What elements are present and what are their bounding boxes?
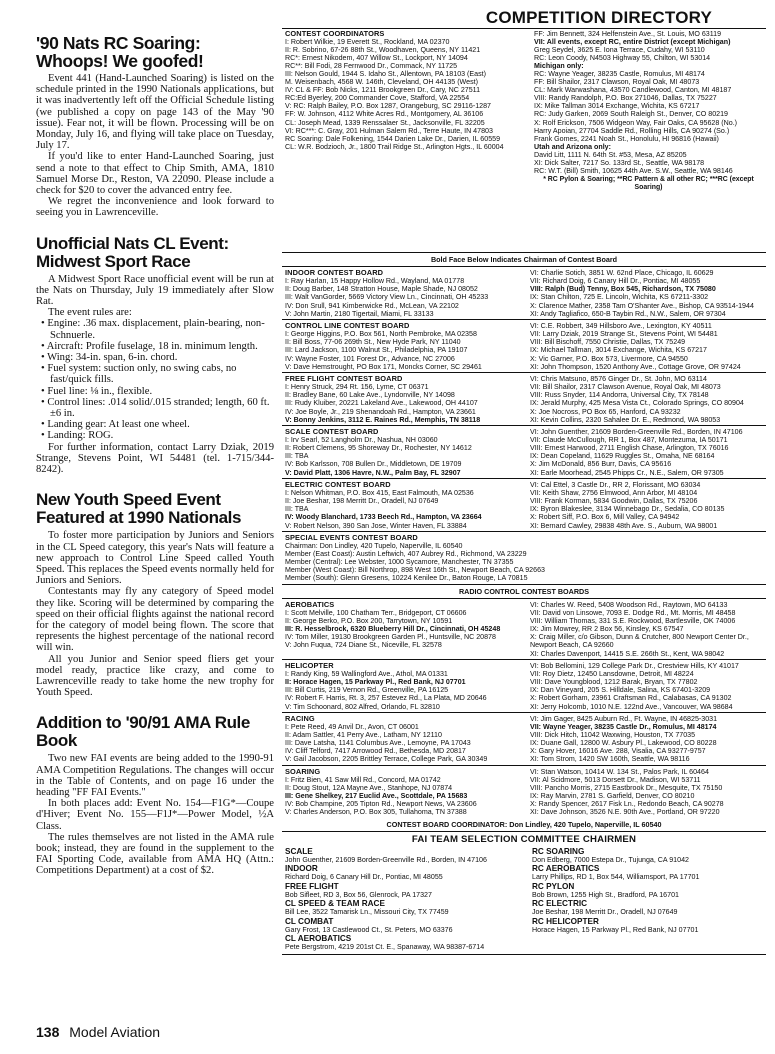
board-member: X: Jim McDonald, 856 Burr, Davis, CA 95616 [530, 460, 672, 469]
board-member: V: Gail Jacobson, 2205 Brittley Terrace, College Park, GA 30349 [285, 755, 488, 764]
list-item: Chairman: Don Lindley, 420 Tupelo, Naperville, IL 60540 [285, 541, 463, 550]
cl-event-body [36, 274, 274, 319]
fai-chairman: Horace Hagen, 15 Parkway Pl., Red Bank, NJ 07701 [532, 925, 699, 934]
fai-category: RC AEROBATICS [532, 864, 600, 874]
fai-chairman: Bob Brown, 1255 High St., Bradford, PA 16701 [532, 890, 679, 899]
rc-boards-heading: RADIO CONTROL CONTEST BOARDS [282, 584, 766, 598]
list-item: VIII: Randy Randolph, P.O. Box 271046, Dallas, TX 75227 [534, 94, 717, 103]
board-member: IX: Dean Copeland, 11629 Ruggles St., Omaha, NE 68164 [530, 452, 715, 461]
board-member: X: Clarence Mather, 2358 Tam O'Shanter Ave., Bishop, CA 93514-1944 [530, 301, 754, 310]
board-member: VIII: Dick Hitch, 11042 Waxwing, Houston, TX 77035 [530, 730, 696, 739]
list-item: II: R. Sobrino, 67-26 88th St., Woodhaven, Queens, NY 11421 [285, 46, 481, 55]
list-item: X: Rolf Erickson, 7506 Widgeon Way, Fair Oaks, CA 95628 (No.) [534, 118, 738, 127]
fai-category: RC ELECTRIC [532, 899, 588, 909]
board-member: VII: Roy Dietz, 12450 Lansdowne, Detroit, MI 48224 [530, 669, 694, 678]
list-item: Contestants may fly any category of Speed model they like. Scoring will be determined by comparing the speed on their official flights against the national record for the category of model being flown. The score that represents the highest percentage of the national record will win. [36, 586, 274, 654]
board-left [282, 320, 524, 372]
board-member: V: Bonny Jenkins, 3112 E. Raines Rd., Memphis, TN 38118 [285, 415, 481, 424]
fai-category: CL AEROBATICS [285, 934, 352, 944]
board-member: IV: Bob Champine, 205 Tipton Rd., Newport News, VA 23606 [285, 800, 477, 809]
board-right [524, 320, 766, 372]
board-section [282, 765, 766, 818]
board-member: IX: Jim Mowrey, RR 2 Box 56, Kinsley, KS 67547 [530, 625, 684, 634]
board-left [282, 479, 524, 531]
board-member: IX: Stan Chilton, 725 E. Lincoln, Wichita, KS 67211-3302 [530, 293, 709, 302]
board-member: II: Bill Boss, 77-06 269th St., New Hyde Park, NY 11040 [285, 338, 461, 347]
board-right [524, 267, 766, 319]
board-member: X: Robert Siff, P.O. Box 6, Mill Valley, CA 94942 [530, 513, 680, 522]
fai-chairman: Pete Bergstrom, 4219 201st Ct. E., Spanaway, WA 98387-6714 [285, 943, 485, 952]
board-member: I: George Higgins, P.O. Box 561, North Pembroke, MA 02358 [285, 330, 477, 339]
board-member: VI: Jim Gager, 8425 Auburn Rd., Ft. Wayne, IN 46825-3031 [530, 714, 718, 723]
publication-name: Model Aviation [69, 1024, 161, 1040]
list-item: V: RC: Ralph Bailey, P.O. Box 1287, Orangeburg, SC 29116-1287 [285, 102, 491, 111]
board-right [524, 766, 766, 818]
boldface-note: Bold Face Below Indicates Chairman of Contest Board [430, 255, 618, 264]
board-member: III: Bill Curtis, 219 Vernon Rd., Greenville, PA 16125 [285, 686, 449, 695]
board-member: VI: Cal Ettel, 3 Castle Dr., RR 2, Florissant, MO 63034 [530, 480, 701, 489]
list-item: A Midwest Sport Race unofficial event will be run at the Nats on Thursday, July 19 immediately after Slow Rat. [36, 273, 274, 308]
board-member: VII: Claude McCullough, RR 1, Box 487, Montezuma, IA 50171 [530, 435, 728, 444]
board-member: X: Randy Spencer, 2617 Fisk Ln., Redondo Beach, CA 90278 [530, 800, 724, 809]
list-item: The event rules are: [48, 307, 132, 319]
fai-right-list [524, 847, 763, 952]
board-member: VII: Wayne Yeager, 38235 Castle Dr., Romulus, MI 48174 [530, 722, 717, 731]
rule-book-title: Addition to '90/91 AMA Rule Book [36, 713, 250, 751]
list-item: Greg Seydel, 3625 E. Iona Terrace, Cudahy, WI 53110 [534, 46, 705, 55]
fai-title: FAI TEAM SELECTION COMMITTEE CHAIRMEN [411, 833, 637, 845]
list-item: To foster more participation by Juniors and Seniors in the CL Speed category, this year's Nats will feature a new approach to Control Line Speed called Youth Speed. This replaces the Speed events normally held for Juniors and Seniors. [36, 530, 274, 587]
board-heading: HELICOPTER [285, 660, 334, 670]
board-member: I: Scott Melville, 100 Chatham Terr., Bridgeport, CT 06606 [285, 608, 467, 617]
competition-directory [282, 8, 766, 1018]
board-member: II: Bradley Bane, 60 Lake Ave., Lyndonville, NY 14098 [285, 391, 455, 400]
board-right [524, 373, 766, 425]
board-member: IX: Dan Vineyard, 205 S. Hilldale, Salina, KS 67401-3209 [530, 686, 711, 695]
list-item: David Litt, 1111 N. 64th St. #53, Mesa, AZ 85205 [534, 150, 687, 159]
board-member: X: Craig Miller, c/o Gibson, Dunn & Crutcher, 800 Newport Center Dr., Newport Beach, CA 92660 [530, 633, 749, 650]
special-events-board [282, 531, 766, 584]
board-member: II: Joe Beshar, 198 Merritt Dr., Oradell, NJ 07649 [285, 497, 439, 506]
board-member: IV: Joe Boyle, Jr., 219 Shenandoah Rd., Hampton, VA 23661 [285, 407, 476, 416]
board-heading: FREE FLIGHT CONTEST BOARD [285, 373, 403, 383]
board-member: XI: Tom Strom, 1420 SW 160th, Seattle, WA 98116 [530, 755, 690, 764]
board-member: VIII: William Thomas, 331 S.E. Rockwood, Bartlesville, OK 74006 [530, 616, 736, 625]
list-item: In both places add: Event No. 154—F1G*—Coupe d'Hiver; Event No. 155—F1J*—Power Model, ½A Class. [36, 798, 274, 832]
board-member: III: Rudy Kluiber, 20221 Lakeland Ave., Lakewood, OH 44107 [285, 399, 478, 408]
board-left [282, 766, 524, 818]
board-member: IV: Wayne Foster, 101 Forest Dr., Advance, NC 27006 [285, 354, 455, 363]
list-item: FF: Jim Bennett, 324 Helfenstein Ave., St. Louis, MO 63119 [534, 30, 722, 38]
board-member: VII: Bill Shailor, 2317 Clawson Avenue, Royal Oak, MI 48073 [530, 383, 721, 392]
board-right [524, 426, 766, 478]
board-heading: SOARING [285, 766, 321, 776]
board-section [282, 598, 766, 659]
board-member: III: Walt VanGorder, 5669 Victory View Ln., Cincinnati, OH 45233 [285, 293, 489, 302]
board-member: X: Gary Hover, 16016 Ave. 288, Visalia, CA 93277-9757 [530, 747, 706, 756]
board-member: X: Joe Nocross, PO Box 65, Hanford, CA 93232 [530, 407, 681, 416]
fai-category: INDOOR [285, 864, 318, 874]
board-member: VII: Al Scidmore, 5013 Dorsett Dr., Madison, WI 53711 [530, 775, 701, 784]
cl-event-title: Unofficial Nats CL Event: Midwest Sport Race [36, 233, 229, 271]
board-member: IV: Bob Karlsson, 708 Bullen Dr., Middletown, DE 19709 [285, 460, 462, 469]
board-member: III: Dave Latsha, 1141 Columbus Ave., Lemoyne, PA 17043 [285, 739, 471, 748]
page-footer [36, 1022, 160, 1042]
board-member: II: Horace Hagen, 15 Parkway Pl., Red Bank, NJ 07701 [285, 678, 466, 687]
list-item: • Landing: ROG. [41, 430, 114, 442]
list-item: VII: All events, except RC, entire District (except Michigan) [534, 38, 731, 47]
list-item: CL: Mark Warwashana, 43570 Candlewood, Canton, MI 48187 [534, 86, 732, 95]
fai-category: RC HELICOPTER [532, 916, 599, 926]
board-member: VII: David von Linsowe, 7093 E. Dodge Rd., Mt. Morris, MI 48458 [530, 608, 736, 617]
board-member: II: Robert Clemens, 95 Shoreway Dr., Rochester, NY 14612 [285, 444, 472, 453]
board-member: VIII: Bill Bischoff, 7550 Christie, Dallas, TX 75249 [530, 338, 686, 347]
board-member: VII: Larry Dziak, 2019 Strange St., Stevens Point, WI 54481 [530, 330, 718, 339]
list-item: RC**: Bill Fodi, 28 Fernwood Dr., Commack, NY 11725 [285, 62, 458, 71]
fai-chairman: Richard Doig, 6 Canary Hill Dr., Pontiac, MI 48055 [285, 873, 443, 882]
fai-chairman: Larry Phillips, RD 1, Box 544, Williamsport, PA 17701 [532, 873, 700, 882]
board-member: XI: Kevin Collins, 2320 Sahalee Dr. E., Redmond, WA 98053 [530, 415, 721, 424]
board-left [282, 373, 524, 425]
board-member: VI: Chris Matsuno, 8576 Ginger Dr., St. John, MO 63114 [530, 374, 707, 383]
contest-boards [282, 266, 766, 531]
board-member: VIII: Pancho Morris, 2715 Eastbrook Dr., Mesquite, TX 75150 [530, 783, 723, 792]
list-item: All you Junior and Senior speed fliers get your model ready, practice like crazy, and come to Lawrenceville ready to take home the new trophy for Youth Speed. [36, 653, 274, 699]
list-item: III: Nelson Gould, 1944 S. Idaho St., Allentown, PA 18103 (East) [285, 70, 486, 79]
board-member: V: John Fuqua, 724 Diane St., Niceville, FL 32578 [285, 641, 442, 650]
board-member: IX: Duane Gall, 12800 W. Asbury Pl., Lakewood, CO 80228 [530, 739, 717, 748]
youth-speed-body [36, 530, 274, 698]
list-item: • Engine: .36 max. displacement, plain-bearing, non-Schnuerle. [41, 318, 265, 341]
board-member: III: TBA [285, 452, 309, 461]
board-member: II: Doug Stout, 12A Mayne Ave., Stanhope, NJ 07874 [285, 783, 453, 792]
board-member: V: Tim Schoonard, 802 Alfred, Orlando, FL 32810 [285, 702, 440, 711]
list-item: Utah and Arizona only: [534, 142, 611, 151]
fai-category: FREE FLIGHT [285, 881, 339, 891]
board-member: V: Robert Nelson, 390 San Jose, Winter Haven, FL 33884 [285, 521, 467, 530]
fai-chairman: Joe Beshar, 198 Merritt Dr., Oradell, NJ 07649 [532, 908, 678, 917]
list-item: Member (East Coast): Austin Leftwich, 407 Aubrey Rd., Richmond, VA 23229 [285, 550, 527, 558]
list-item: RC: Judy Garken, 2069 South Raleigh St., Denver, CO 80219 [534, 110, 729, 119]
list-item: Two new FAI events are being added to the 1990-91 AMA Competition Regulations. The changes will occur in the Table of Contents, and on page 16 under the heading "FF FAI Events." [36, 753, 274, 798]
board-member: III: Gene Shelkey, 217 Euclid Ave., Scottdale, PA 15683 [285, 792, 468, 801]
board-member: IV: Tom Miller, 19130 Brookgreen Garden Pl., Huntsville, NC 20878 [285, 633, 496, 642]
list-item: IV: CL & FF: Bob Nicks, 1211 Brookgreen Dr., Cary, NC 27511 [285, 86, 481, 95]
board-member: V: Charles Anderson, P.O. Box 305, Tullahoma, TN 37388 [285, 808, 467, 817]
list-item: • Fuel system: suction only, no swing cabs, no fast/quick fills. [41, 363, 237, 386]
board-member: XI: Bernard Cawley, 29838 48th Ave. S., Auburn, WA 98001 [530, 521, 718, 530]
board-heading: INDOOR CONTEST BOARD [285, 268, 384, 277]
board-member: IV: Cliff Telford, 7417 Arrowood Rd., Bethesda, MD 20817 [285, 747, 466, 756]
fai-committee [282, 831, 766, 955]
list-item: Michigan only: [534, 62, 584, 71]
fai-chairman: Gary Frost, 13 Castlewood Ct., St. Peters, MO 63376 [285, 925, 453, 934]
list-item: IX: Mike Tallman 3014 Exchange, Wichita, KS 67217 [534, 102, 700, 111]
fai-category: RC PYLON [532, 881, 575, 891]
list-item: XI: Dick Salter, 7217 So. 133rd St., Seattle, WA 98178 [534, 158, 705, 167]
fai-chairman: John Guenther, 21609 Borden-Greenville Rd., Borden, IN 47106 [285, 855, 487, 864]
list-item: FF: Bill Shailor, 2317 Clawson, Royal Oak, MI 48073 [534, 78, 700, 87]
list-item: Member (Central): Lee Webster, 1000 Sycamore, Manchester, TN 37355 [285, 558, 514, 567]
board-member: II: Adam Sattler, 41 Perry Ave., Latham, NY 12110 [285, 730, 442, 739]
fai-chairman: Bill Lee, 3522 Tamarisk Ln., Missouri City, TX 77459 [285, 908, 449, 917]
board-member: IX: Jerald Murphy, 425 Mesa Vista Ct., Colorado Springs, CO 80904 [530, 399, 744, 408]
board-member: I: Ray Harlan, 15 Happy Hollow Rd., Wayland, MA 01778 [285, 277, 465, 286]
list-item: • Wing: 34-in. span, 6-in. chord. [41, 352, 178, 364]
board-member: IX: Michael Tallman, 3014 Exchange, Wichita, KS 67217 [530, 346, 707, 355]
cl-event-rules [36, 318, 274, 441]
list-item: M. Weisenbach, 4568 W. 146th, Cleveland, OH 44135 (West) [285, 78, 478, 87]
board-member: III: Lard Jackson, 1100 Walnut St., Philadelphia, PA 19107 [285, 346, 468, 355]
fai-category: CL COMBAT [285, 916, 334, 926]
board-member: VI: C.E. Robbert, 349 Hillsboro Ave., Lexington, KY 40511 [530, 321, 712, 330]
board-heading: RACING [285, 713, 315, 723]
board-member: VII: Richard Doig, 6 Canary Hill Dr., Pontiac, MI 48055 [530, 277, 701, 286]
board-member: I: Fritz Bien, 41 Saw Mill Rd., Concord, MA 01742 [285, 775, 441, 784]
list-item: RC:Ed Byerley, 200 Commander Cove, Stafford, VA 22554 [285, 94, 470, 103]
fai-category: CL SPEED & TEAM RACE [285, 899, 385, 909]
board-member: III: TBA [285, 505, 309, 514]
board-right [524, 479, 766, 531]
list-item: CL: W.R. Bodzioch, Jr., 1800 Trail Ridge St., Arlington Hgts., IL 60004 [285, 142, 504, 151]
board-member: I: Nelson Whitman, P.O. Box 415, East Falmouth, MA 02536 [285, 488, 474, 497]
board-member: VI: Charlie Sotich, 3851 W. 62nd Place, Chicago, IL 60629 [530, 269, 714, 277]
list-item: RC Soaring: Dale Folkening, 1544 Darien Lake Dr., Darien, IL 60559 [285, 134, 501, 143]
fai-category: RC SOARING [532, 846, 585, 856]
coordinators-left-list [285, 38, 521, 151]
board-left [282, 713, 524, 765]
special-events-heading: SPECIAL EVENTS CONTEST BOARD [285, 532, 418, 542]
board-heading: SCALE CONTEST BOARD [285, 426, 379, 436]
nats-soaring-title: '90 Nats RC Soaring: Whoops! We goofed! [36, 33, 204, 71]
board-member: XI: Dave Johnson, 3526 N.E. 90th Ave., Portland, OR 97220 [530, 808, 720, 817]
list-item: I: Robert Wilkie, 19 Everett St., Rockland, MA 02370 [285, 38, 450, 47]
board-right [524, 713, 766, 765]
contest-coordinators [282, 28, 766, 253]
board-section [282, 319, 766, 372]
board-member: VI: Stan Watson, 10414 W. 134 St., Palos Park, IL 60464 [530, 767, 709, 776]
board-member: I: Pete Reed, 49 Anvil Dr., Avon, CT 06001 [285, 722, 419, 731]
board-left [282, 599, 524, 659]
list-item: • Aircraft: Profile fuselage, 18 in. minimum length. [41, 340, 258, 352]
board-right [524, 599, 766, 659]
list-item: RC: Leon Coody, N4503 Highway 55, Chilton, WI 53014 [534, 54, 711, 63]
list-item: RC: W.T. (Bill) Smith, 10625 44th Ave. S.W., Seattle, WA 98146 [534, 166, 733, 175]
board-member: V: Dave Hemstrought, PO Box 171, Moncks Corner, SC 29461 [285, 362, 482, 371]
board-member: VIII: Russ Snyder, 114 Andorra, Universal City, TX 78148 [530, 391, 709, 400]
board-section [282, 478, 766, 531]
fai-left-list [285, 847, 524, 952]
board-member: VIII: Ralph (Bud) Tenny, Box 545, Richardson, TX 75080 [530, 285, 716, 294]
special-events-list [285, 542, 763, 583]
board-member: VIII: Frank Korman, 5834 Goodwin, Dallas, TX 75206 [530, 497, 698, 506]
board-member: XI: Andy Tagliafico, 650-B Taybin Rd., N.W., Salem, OR 97304 [530, 309, 726, 318]
board-section [282, 372, 766, 425]
rule-book-body [36, 753, 274, 876]
board-left [282, 660, 524, 712]
list-item: We regret the inconvenience and look forward to seeing you in Lawrenceville. [36, 196, 274, 219]
board-member: XI: John Thompson, 1520 Anthony Ave., Cottage Grove, OR 97424 [530, 362, 741, 371]
board-member: VIII: Dave Youngblood, 1212 Barak, Bryan, TX 77802 [530, 678, 698, 687]
list-item: Harry Apoian, 27704 Saddle Rd., Rolling Hills, CA 90274 (So.) [534, 126, 730, 135]
board-heading: ELECTRIC CONTEST BOARD [285, 479, 391, 489]
board-section [282, 425, 766, 478]
board-member: X: Vic Garner, P.O. Box 573, Livermore, CA 94550 [530, 354, 688, 363]
list-item: Member (West Coast): Bill Northrop, 898 West 16th St., Newport Beach, CA 92663 [285, 566, 545, 575]
board-member: X: Robert Gorham, 23961 Craftsman Rd., Calabasas, CA 91302 [530, 694, 732, 703]
coordinators-footnote: * RC Pylon & Soaring; **RC Pattern & all other RC; ***RC (except Soaring) [543, 175, 754, 191]
board-member: VI: Bob Bellomini, 129 College Park Dr., Crestview Hills, KY 41017 [530, 661, 739, 670]
board-member: I: Irv Searl, 52 Langholm Dr., Nashua, NH 03060 [285, 435, 438, 444]
board-member: IX: Ray Marvin, 2781 S. Garfield, Denver, CO 80210 [530, 792, 695, 801]
board-left [282, 426, 524, 478]
board-section [282, 659, 766, 712]
list-item: If you'd like to enter Hand-Launched Soaring, just send a note to that effect to Chip Smith, AMA, 1810 Samuel Morse Dr., Reston, VA 22090. Please include a check for $20 to cover the advanced entry fee. [36, 151, 274, 197]
cl-event-contact: For further information, contact Larry Dziak, 2019 Strange, Stevens Point, WI 54481 (tel. 1-715/344-8242). [36, 441, 274, 476]
board-section [282, 712, 766, 765]
board-member: II: George Berko, P.O. Box 200, Tarrytown, NY 10591 [285, 616, 453, 625]
coordinators-right-list [534, 30, 763, 175]
board-member: I: Randy King, 59 Wallingford Ave., Athol, MA 01331 [285, 669, 448, 678]
left-column [36, 32, 274, 1012]
board-right [524, 660, 766, 712]
list-item: • Landing gear: At least one wheel. [41, 419, 190, 431]
board-member: XI: Charles Davenport, 14415 S.E. 266th St., Kent, WA 98042 [530, 649, 725, 658]
nats-soaring-body [36, 73, 274, 219]
board-member: V: David Platt, 1306 Havre, N.W., Palm Bay, FL 32907 [285, 468, 461, 477]
list-item: The rules themselves are not listed in the AMA rule book; instead, they are found in the supplement to the FAI Sporting Code, available from AMA HQ (Attn.: Competitions Department) at a cost of $2. [36, 831, 274, 877]
board-member: I: Henry Struck, 294 Rt. 156, Lyme, CT 06371 [285, 383, 429, 392]
board-member: VII: Keith Shaw, 2756 Elmwood, Ann Arbor, MI 48104 [530, 488, 698, 497]
board-member: IV: Don Srull, 941 Kimberwicke Rd., McLean, VA 22102 [285, 301, 459, 310]
board-member: II: Doug Barber, 148 Stratton House, Maple Shade, NJ 08052 [285, 285, 478, 294]
list-item: Member (South): Glenn Gresens, 10224 Kenilee Dr., Baton Rouge, LA 70815 [285, 574, 528, 583]
board-member: IV: Woody Blanchard, 1733 Beech Rd., Hampton, VA 23664 [285, 513, 482, 522]
board-member: V: John Martin, 2180 Tigertail, Miami, FL 33133 [285, 309, 434, 318]
directory-title: COMPETITION DIRECTORY [485, 8, 712, 27]
coordinators-heading: CONTEST COORDINATORS [285, 29, 385, 38]
list-item: Event 441 (Hand-Launched Soaring) is listed on the schedule printed in the 1990 Nationals applications, but it was inadvertently left off the Official Schedule listing (we published a copy on page 143 of the May '90 issue). Fear not, it will be flown. Processing will be on Monday, July 16, and flying will take place on Tuesday, July 17. [36, 73, 274, 152]
board-member: XI: Earle Moorhead, 2545 Phipps Cr., N.E., Salem, OR 97305 [530, 468, 724, 477]
list-item: • Control lines: .014 solid/.015 stranded; length, 60 ft. ±6 in. [41, 396, 270, 420]
board-coordinator-line: CONTEST BOARD COORDINATOR: Don Lindley, 420 Tupelo, Naperville, IL 60540 [386, 819, 662, 829]
board-member: XI: Jerry Holcomb, 1010 N.E. 122nd Ave., Vancouver, WA 98684 [530, 702, 733, 711]
board-heading: AEROBATICS [285, 599, 335, 609]
rc-contest-boards [282, 598, 766, 818]
list-item: RC*: Ernest Nikodem, 407 Willow St., Lockport, NY 14094 [285, 54, 468, 63]
board-heading: CONTROL LINE CONTEST BOARD [285, 320, 410, 330]
board-member: IV: Robert F. Harris, Rt. 3, 257 Estevez Rd., La Plata, MD 20646 [285, 694, 487, 703]
board-member: III: R. Hesselbrock, 6320 Blueberry Hill Dr., Cincinnati, OH 45248 [285, 625, 501, 634]
board-left [282, 267, 524, 319]
board-member: VI: Charles W. Reed, 5408 Woodson Rd., Raytown, MO 64133 [530, 600, 728, 609]
board-section [282, 266, 766, 319]
board-member: VI: John Guenther, 21609 Borden-Greenville Rd., Borden, IN 47106 [530, 427, 743, 436]
page-number: 138 [36, 1024, 60, 1040]
list-item: Frank Gomes, 2241 Noah St., Honolulu, HI 96816 (Hawaii) [534, 134, 719, 143]
list-item: VI: RC***: C. Gray, 201 Hulman Salem Rd., Terre Haute, IN 47803 [285, 126, 493, 135]
fai-category: SCALE [285, 846, 313, 856]
list-item: • Fuel line: ⅛ in., flexible. [41, 385, 153, 397]
list-item: CL: Joseph Mead, 1339 Renssalaer St., Jacksonville, FL 32205 [285, 118, 485, 127]
board-member: IX: Byron Blakeslee, 3134 Winnebago Dr., Sedalia, CO 80135 [530, 505, 725, 514]
list-item: FF: W. Johnson, 4112 White Acres Rd., Montgomery, AL 36106 [285, 110, 484, 119]
fai-chairman: Don Edberg, 7000 Estepa Dr., Tujunga, CA 91042 [532, 855, 689, 864]
board-member: VIII: Ernest Harwood, 2711 English Chase, Arlington, TX 76016 [530, 444, 729, 453]
list-item: RC: Wayne Yeager, 38235 Castle, Romulus, MI 48174 [534, 70, 705, 79]
youth-speed-title: New Youth Speed Event Featured at 1990 Nationals [36, 490, 242, 528]
fai-chairman: Bob Sifleet, RD 3, Box 56, Glenrock, PA 17327 [285, 890, 432, 899]
